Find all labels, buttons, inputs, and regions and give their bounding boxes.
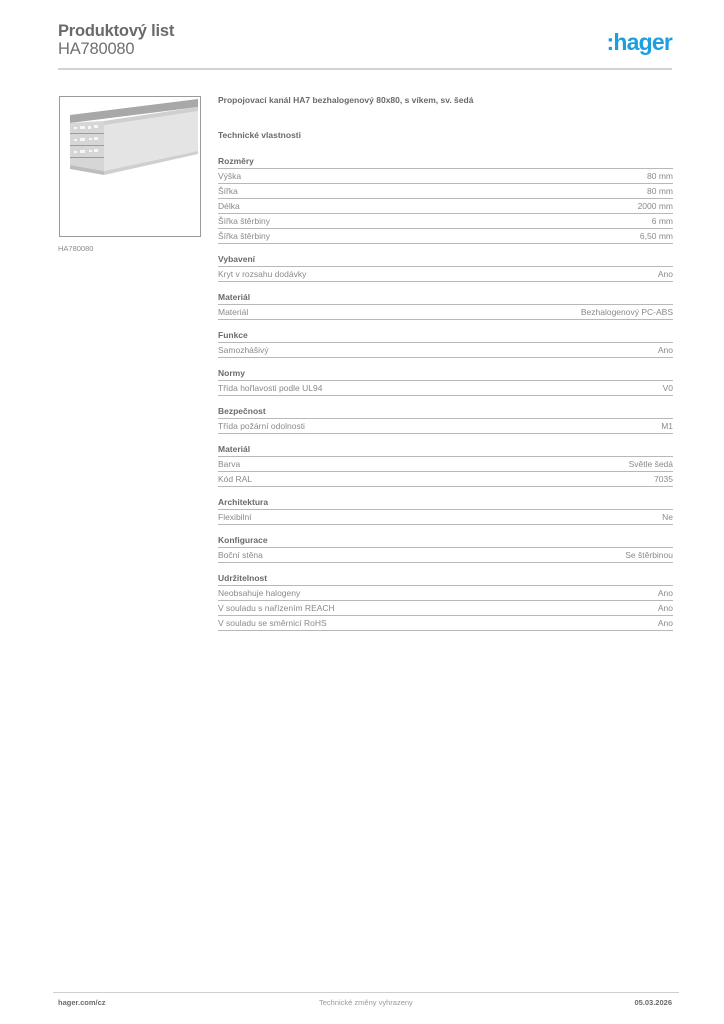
spec-group-function	[218, 330, 673, 358]
spec-row	[218, 419, 673, 434]
technical-properties-heading: Technické vlastnosti	[218, 130, 301, 140]
spec-value: 7035	[654, 474, 673, 484]
spec-label: V souladu s nařízením REACH	[218, 603, 335, 613]
spec-row	[218, 305, 673, 320]
footer-date: 05.03.2026	[634, 998, 672, 1007]
footer-divider	[53, 992, 679, 993]
spec-row	[218, 548, 673, 563]
page-footer	[58, 998, 672, 1012]
hager-logo: :hager	[606, 29, 672, 55]
spec-row	[218, 381, 673, 396]
spec-label: Materiál	[218, 307, 249, 317]
spec-value: Se štěrbinou	[625, 550, 673, 560]
spec-label: Flexibilní	[218, 512, 252, 522]
spec-value: Ano	[657, 269, 673, 279]
page-header	[58, 20, 672, 70]
group-title: Materiál	[218, 292, 673, 305]
spec-row	[218, 184, 673, 199]
group-title: Funkce	[218, 330, 673, 343]
spec-label: V souladu se směrnicí RoHS	[218, 618, 327, 628]
spec-value: Ano	[657, 618, 673, 628]
spec-value: 2000 mm	[637, 201, 673, 211]
group-title: Rozměry	[218, 156, 673, 169]
spec-content	[218, 95, 673, 641]
header-divider	[58, 68, 672, 70]
group-title: Vybavení	[218, 254, 673, 267]
spec-value: Ano	[657, 588, 673, 598]
spec-row	[218, 472, 673, 487]
spec-label: Kryt v rozsahu dodávky	[218, 269, 307, 279]
spec-value: 6 mm	[651, 216, 673, 226]
spec-row	[218, 601, 673, 616]
spec-value: 80 mm	[647, 171, 673, 181]
spec-row	[218, 457, 673, 472]
spec-label: Kód RAL	[218, 474, 253, 484]
footer-website-link[interactable]: hager.com/cz	[58, 998, 106, 1007]
spec-label: Boční stěna	[218, 550, 263, 560]
spec-row	[218, 616, 673, 631]
spec-value: 6,50 mm	[639, 231, 673, 241]
spec-value: 80 mm	[647, 186, 673, 196]
spec-value: Ano	[657, 345, 673, 355]
cable-duct-icon	[60, 97, 200, 236]
spec-value: Světle šedá	[628, 459, 673, 469]
product-name: Propojovací kanál HA7 bezhalogenový 80x80, s víkem, sv. šedá	[218, 95, 474, 105]
spec-group-architecture	[218, 497, 673, 525]
spec-label: Výška	[218, 171, 242, 181]
spec-label: Délka	[218, 201, 240, 211]
spec-row	[218, 169, 673, 184]
group-title: Architektura	[218, 497, 673, 510]
spec-label: Barva	[218, 459, 241, 469]
spec-value: Ne	[662, 512, 673, 522]
spec-row	[218, 214, 673, 229]
spec-row	[218, 267, 673, 282]
spec-group-safety	[218, 406, 673, 434]
spec-value: Ano	[657, 603, 673, 613]
spec-group-equipment	[218, 254, 673, 282]
spec-value: Bezhalogenový PC-ABS	[580, 307, 673, 317]
spec-value: M1	[661, 421, 673, 431]
spec-row	[218, 199, 673, 214]
spec-row	[218, 343, 673, 358]
product-code: HA780080	[58, 40, 135, 58]
spec-label: Samozhášivý	[218, 345, 269, 355]
group-title: Bezpečnost	[218, 406, 673, 419]
spec-group-configuration	[218, 535, 673, 563]
spec-row	[218, 510, 673, 525]
document-title: Produktový list	[58, 22, 175, 40]
group-title: Normy	[218, 368, 673, 381]
spec-group-material	[218, 292, 673, 320]
spec-label: Neobsahuje halogeny	[218, 588, 301, 598]
spec-group-dimensions	[218, 156, 673, 244]
group-title: Konfigurace	[218, 535, 673, 548]
spec-label: Šířka	[218, 186, 238, 196]
spec-group-standards	[218, 368, 673, 396]
spec-label: Třída požární odolnosti	[218, 421, 305, 431]
footer-notice: Technické změny vyhrazeny	[319, 998, 413, 1007]
spec-row	[218, 586, 673, 601]
spec-label: Šířka štěrbiny	[218, 216, 270, 226]
spec-group-material-color	[218, 444, 673, 487]
spec-row	[218, 229, 673, 244]
spec-label: Šířka štěrbiny	[218, 231, 270, 241]
spec-label: Třída hořlavosti podle UL94	[218, 383, 323, 393]
group-title: Udržitelnost	[218, 573, 673, 586]
product-image	[59, 96, 201, 237]
group-title: Materiál	[218, 444, 673, 457]
spec-value: V0	[662, 383, 673, 393]
spec-group-sustainability	[218, 573, 673, 631]
product-image-caption: HA780080	[58, 244, 94, 253]
